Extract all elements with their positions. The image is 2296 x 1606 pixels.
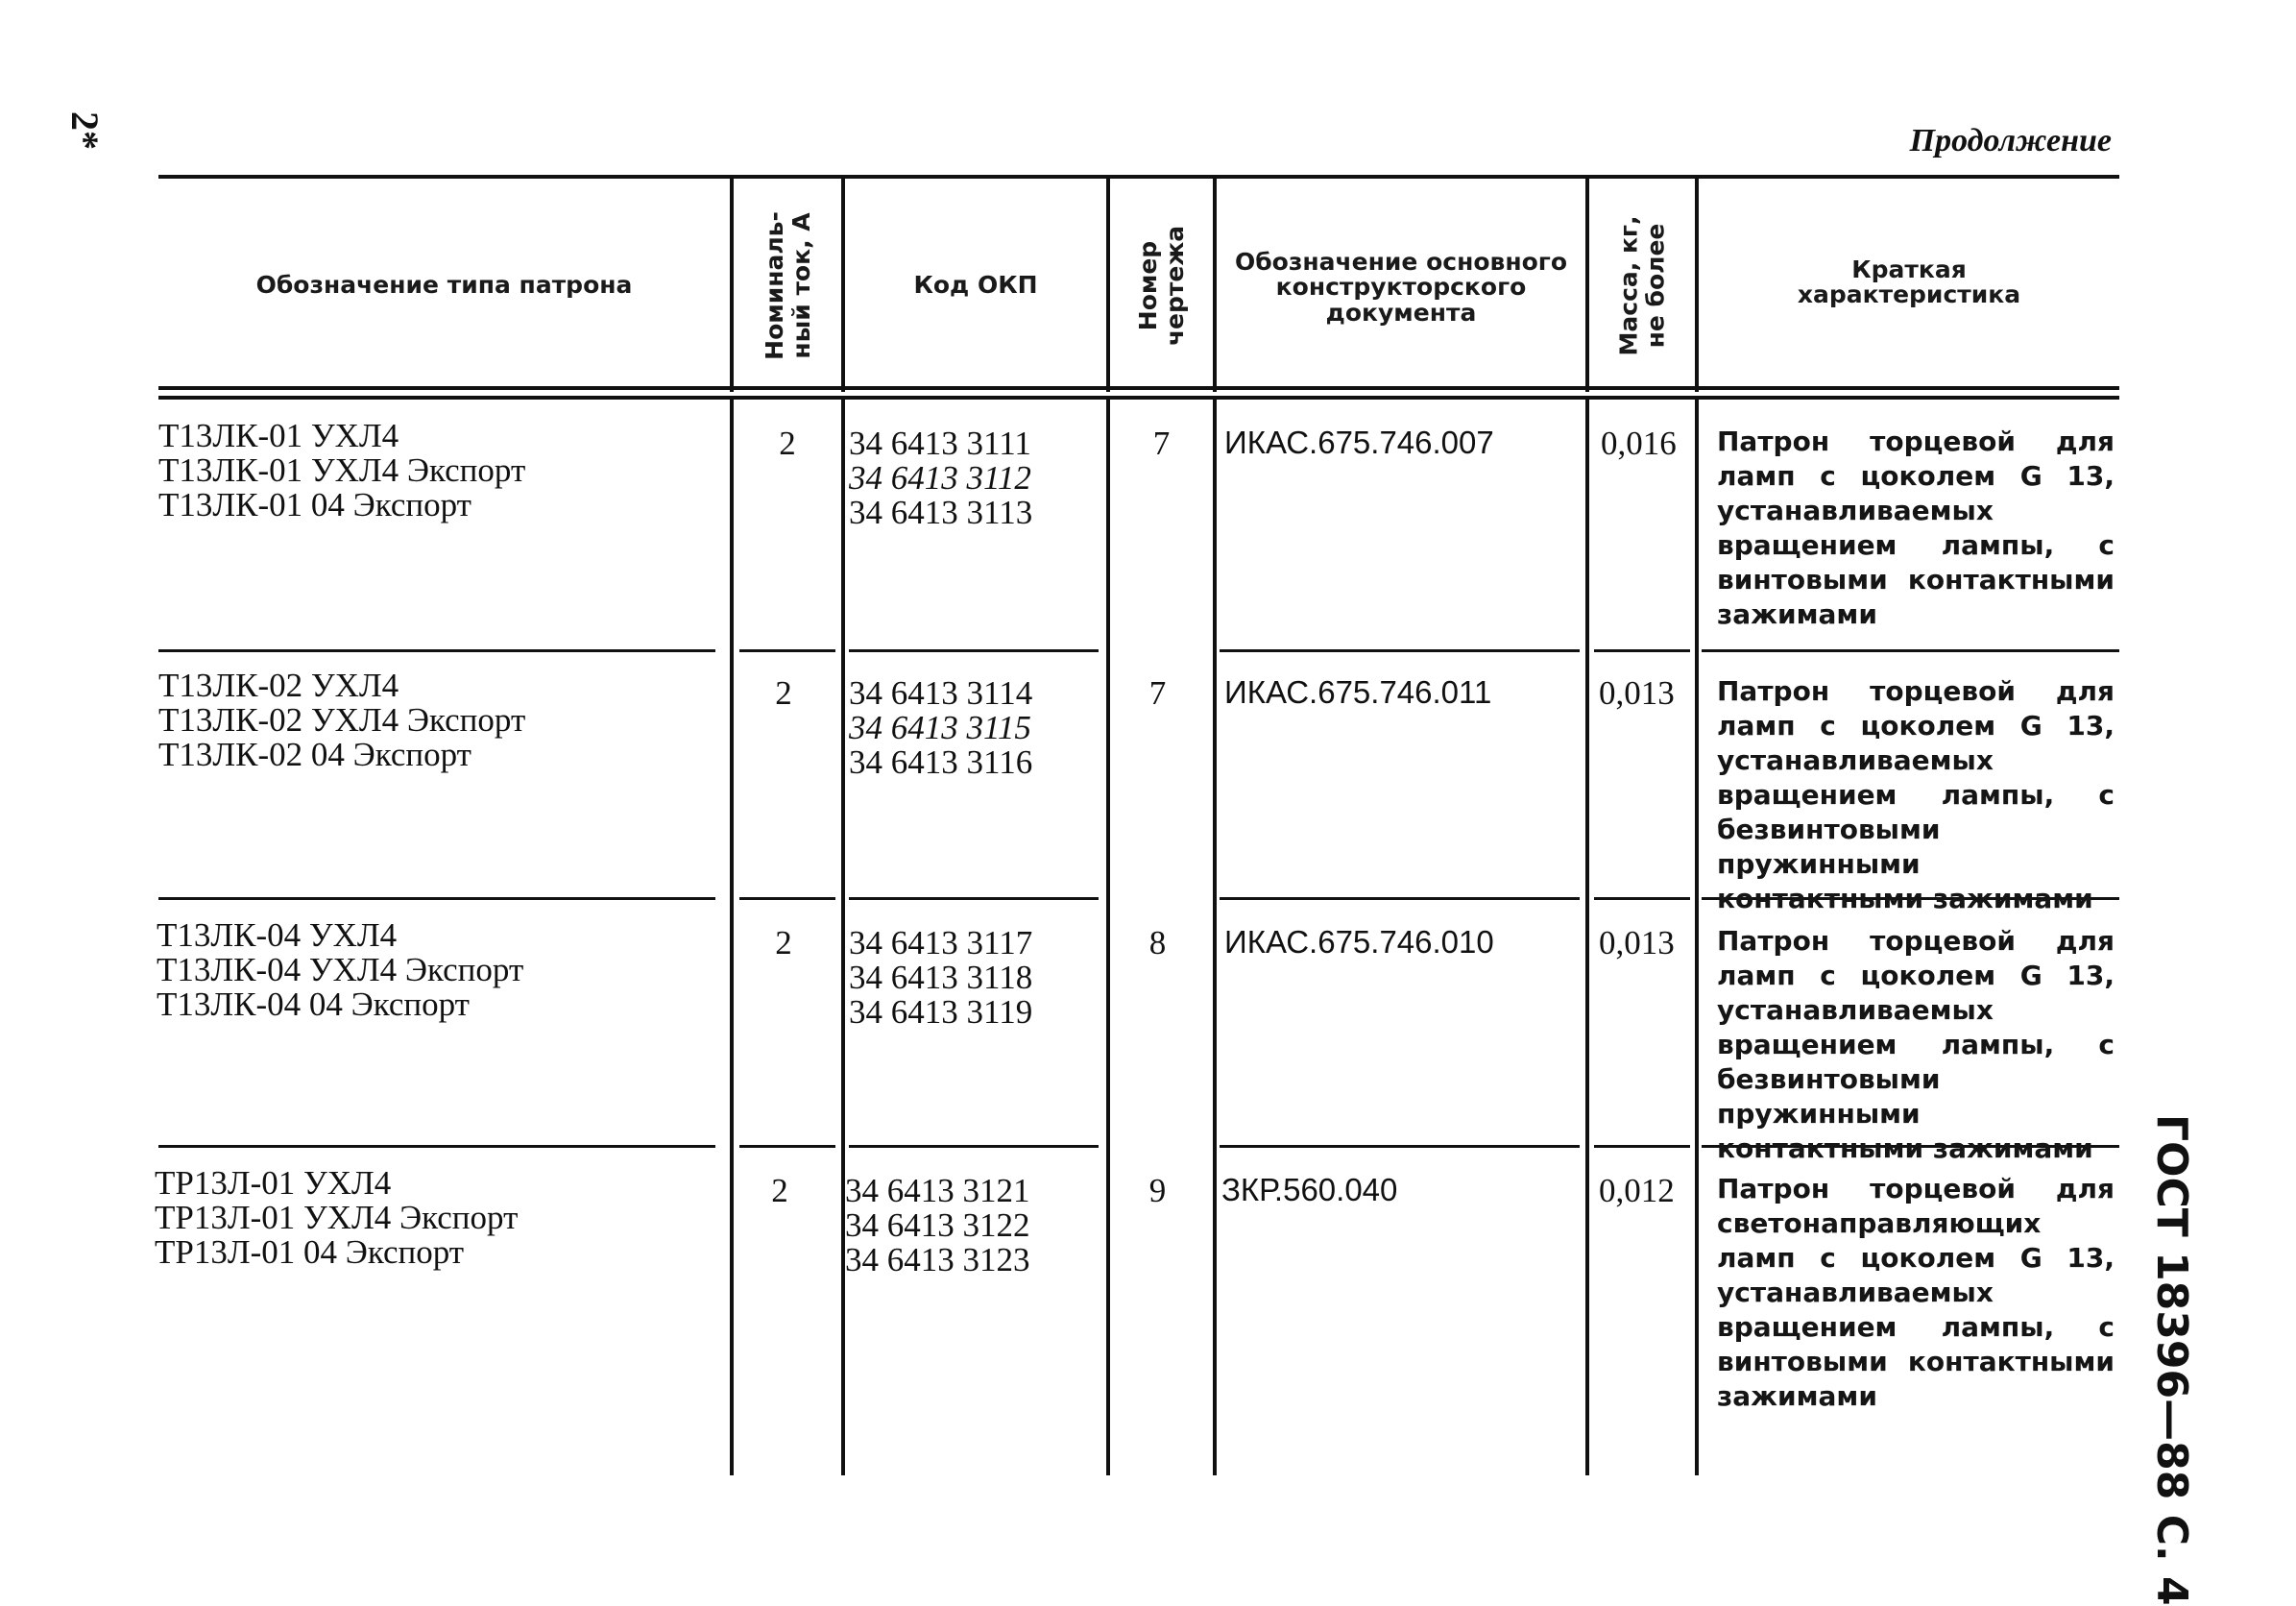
header-mass (1589, 179, 1695, 392)
okp-code: 34 6413 3115 (849, 709, 1031, 746)
header-drawing-line: чертежа (1160, 225, 1189, 346)
row-2-drawing: 7 (1148, 674, 1167, 712)
row-2-current: 2 (775, 674, 792, 712)
header-okp-text: Код ОКП (913, 270, 1038, 299)
row-3-codes (849, 926, 1032, 1030)
row-4-current: 2 (771, 1172, 788, 1209)
okp-code: 34 6413 3112 (849, 459, 1031, 497)
header-bottom-rule (158, 386, 2119, 390)
header-drawing (1110, 179, 1213, 392)
row-2-document: ИКАС.675.746.011 (1224, 674, 1492, 710)
row-3-drawing: 8 (1148, 924, 1167, 961)
row-1-mass: 0,016 (1601, 425, 1677, 462)
okp-code: 34 6413 3121 (845, 1172, 1030, 1209)
header-description (1699, 179, 2119, 392)
type-line: Т13ЛК-04 УХЛ4 Экспорт (157, 951, 524, 988)
row-2-description: Патрон торцевой для ламп с цоколем G 13, устанавливаемых вращением лампы, с безвинтовыми пружинными контактными зажимами (1717, 675, 2115, 914)
type-line: Т13ЛК-01 УХЛ4 (158, 417, 399, 454)
row-2-types (158, 669, 525, 772)
header-document-line: Обозначение основного (1234, 248, 1568, 276)
row-1-current: 2 (779, 425, 796, 462)
header-description-line: Краткая (1851, 256, 1967, 283)
type-line: Т13ЛК-04 04 Экспорт (157, 986, 470, 1023)
row-1-description: Патрон торцевой для ламп с цоколем G 13, устанавливаемых вращением лампы, с винтовыми контактными зажимами (1717, 426, 2115, 630)
header-mass-line: не более (1641, 223, 1670, 348)
type-line: ТР13Л-01 04 Экспорт (155, 1233, 465, 1271)
column-divider (1213, 400, 1217, 1475)
row-1-document: ИКАС.675.746.007 (1224, 425, 1494, 460)
header-type (158, 179, 730, 392)
row-4-codes (845, 1174, 1030, 1278)
okp-code: 34 6413 3113 (849, 494, 1033, 531)
header-okp (845, 179, 1106, 392)
row-4-description: Патрон торцевой для светонаправляющих ламп с цоколем G 13, устанавливаемых вращением лампы, с винтовыми контактными зажимами (1717, 1173, 2115, 1412)
header-current-line: ный ток, А (786, 211, 814, 359)
type-line: ТР13Л-01 УХЛ4 Экспорт (155, 1199, 519, 1236)
type-line: Т13ЛК-04 УХЛ4 (157, 916, 398, 954)
header-type-text: Обозначение типа патрона (255, 270, 633, 299)
standard-page-label: ГОСТ 18396—88 С. 4 (2147, 1114, 2196, 1606)
okp-code: 34 6413 3117 (849, 924, 1033, 961)
type-line: Т13ЛК-02 УХЛ4 (158, 667, 399, 704)
header-mass-line: Масса, кг, (1614, 215, 1643, 355)
okp-code: 34 6413 3123 (845, 1241, 1030, 1278)
column-divider (841, 400, 845, 1475)
okp-code: 34 6413 3122 (845, 1206, 1030, 1244)
row-3-mass: 0,013 (1599, 924, 1675, 961)
row-1-codes (849, 426, 1032, 530)
row-3-document: ИКАС.675.746.010 (1224, 924, 1494, 960)
okp-code: 34 6413 3118 (849, 959, 1033, 996)
row-4-mass: 0,012 (1599, 1172, 1675, 1209)
header-drawing-line: Номер (1134, 240, 1162, 330)
header-document-line: документа (1325, 298, 1477, 327)
row-3-description: Патрон торцевой для ламп с цоколем G 13, устанавливаемых вращением лампы, с безвинтовыми пружинными контактными зажимами (1717, 925, 2115, 1164)
header-current-line: Номиналь- (760, 210, 788, 360)
header-document-line: конструкторского (1275, 273, 1527, 302)
row-1-types (158, 419, 525, 523)
okp-code: 34 6413 3119 (849, 993, 1033, 1031)
row-4-document: ЗКР.560.040 (1221, 1172, 1398, 1207)
type-line: Т13ЛК-02 04 Экспорт (158, 736, 471, 773)
header-current (734, 179, 841, 392)
row-3-current: 2 (775, 924, 792, 961)
type-line: ТР13Л-01 УХЛ4 (155, 1164, 392, 1202)
row-4-drawing: 9 (1148, 1172, 1167, 1209)
row-2-mass: 0,013 (1599, 674, 1675, 712)
header-document (1217, 179, 1585, 392)
row-1-drawing: 7 (1152, 425, 1171, 462)
row-3-types (157, 918, 523, 1022)
type-line: Т13ЛК-01 УХЛ4 Экспорт (158, 451, 526, 489)
header-bottom-rule (158, 396, 2119, 400)
column-divider (1585, 400, 1589, 1475)
row-4-types (155, 1166, 518, 1270)
header-description-line: характеристика (1797, 280, 2021, 309)
okp-code: 34 6413 3116 (849, 743, 1033, 781)
page-mark: 2* (63, 111, 107, 150)
type-line: Т13ЛК-01 04 Экспорт (158, 486, 471, 523)
okp-code: 34 6413 3114 (849, 674, 1033, 712)
row-2-codes (849, 676, 1032, 780)
okp-code: 34 6413 3111 (849, 425, 1031, 462)
type-line: Т13ЛК-02 УХЛ4 Экспорт (158, 701, 526, 739)
continuation-label: Продолжение (1909, 123, 2112, 158)
column-divider (1695, 400, 1699, 1475)
